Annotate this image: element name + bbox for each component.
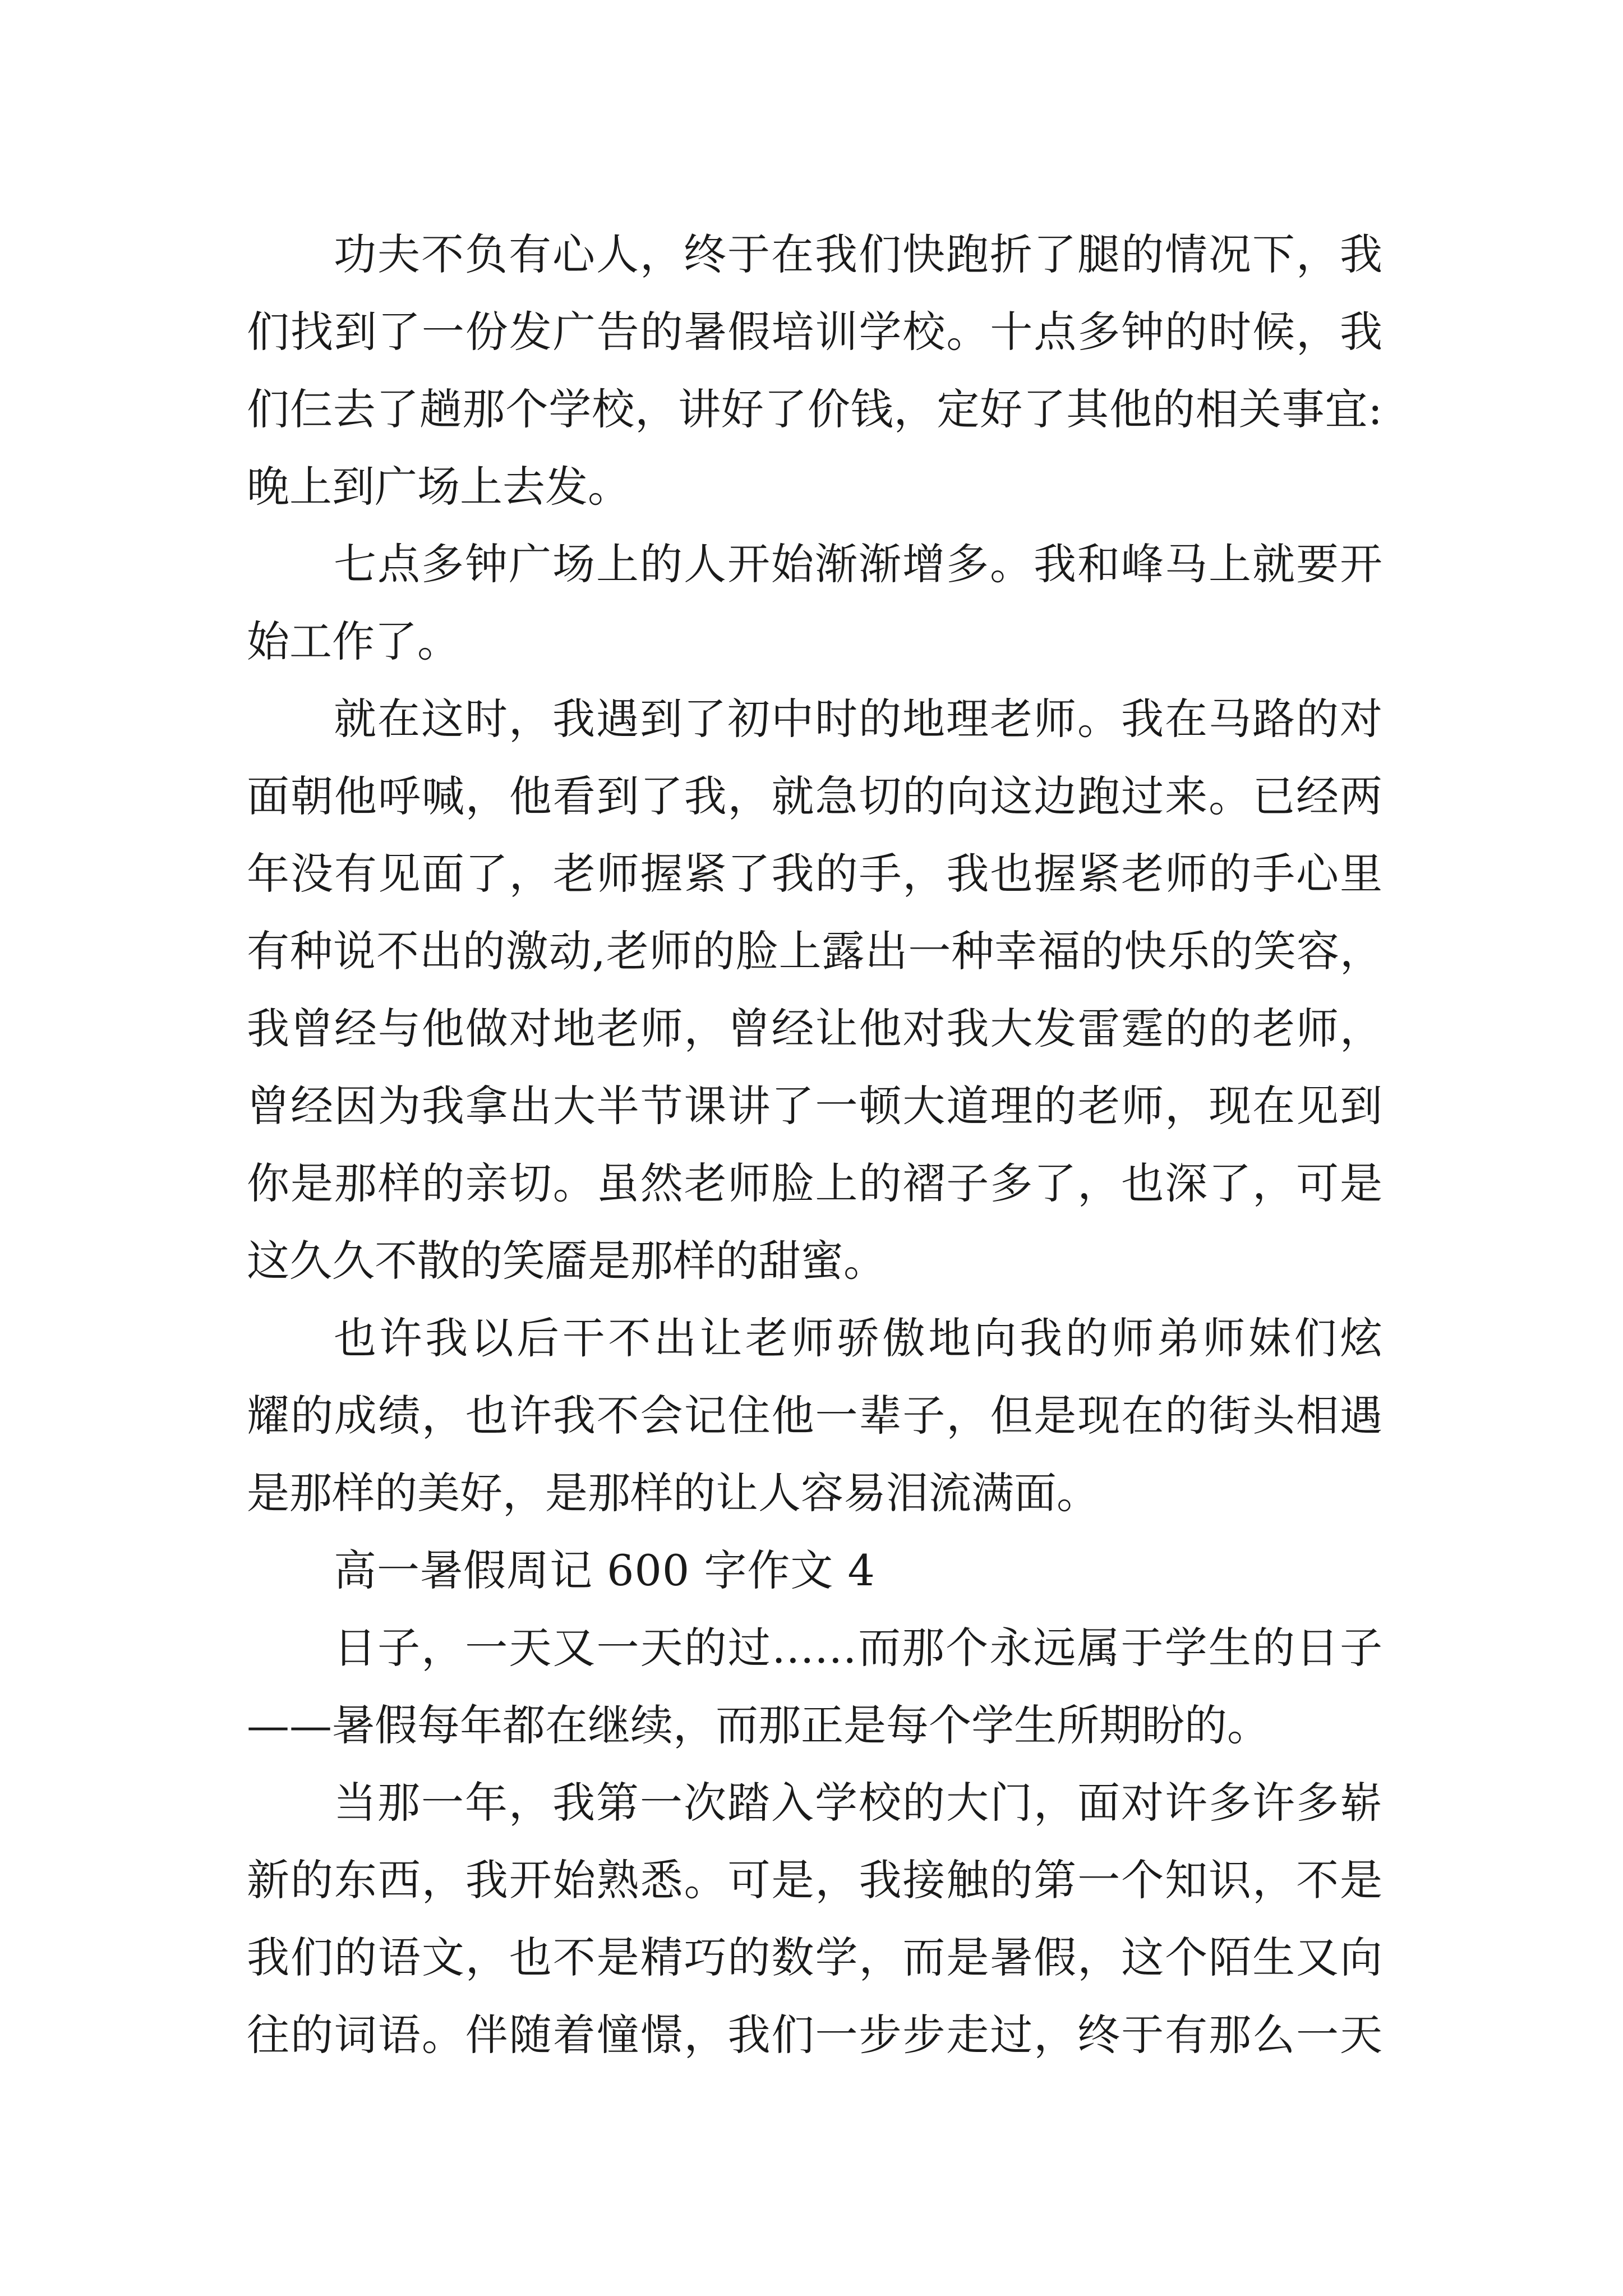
paragraph-5-line-2: ——暑假每年都在继续，而那正是每个学生所期盼的。: [247, 1700, 1270, 1750]
paragraph-4-line-2: 耀的成绩，也许我不会记住他一辈子，但是现在的街头相遇: [247, 1391, 1382, 1441]
paragraph-4-line-3: 是那样的美好，是那样的让人容易泪流满面。: [247, 1468, 1099, 1518]
paragraph-3-line-6: 曾经因为我拿出大半节课讲了一顿大道理的老师，现在见到: [247, 1081, 1382, 1131]
paragraph-6-line-2: 新的东西，我开始熟悉。可是，我接触的第一个知识，不是: [247, 1855, 1382, 1905]
paragraph-1-line-2: 们找到了一份发广告的暑假培训学校。十点多钟的时候，我: [247, 307, 1382, 357]
paragraph-1-line-1: 功夫不负有心人，终于在我们快跑折了腿的情况下，我: [334, 229, 1382, 279]
section-heading: 高一暑假周记 600 字作文 4: [334, 1545, 875, 1595]
paragraph-3-line-5: 我曾经与他做对地老师，曾经让他对我大发雷霆的的老师，: [247, 1004, 1382, 1053]
paragraph-6-line-3: 我们的语文，也不是精巧的数学，而是暑假，这个陌生又向: [247, 1932, 1382, 1982]
paragraph-3-line-8: 这久久不散的笑靥是那样的甜蜜。: [247, 1236, 886, 1286]
paragraph-4-line-1: 也许我以后干不出让老师骄傲地向我的师弟师妹们炫: [334, 1313, 1382, 1363]
paragraph-2-line-1: 七点多钟广场上的人开始渐渐增多。我和峰马上就要开: [334, 539, 1382, 589]
paragraph-6-line-4: 往的词语。伴随着憧憬，我们一步步走过，终于有那么一天: [247, 2010, 1382, 2060]
paragraph-3-line-3: 年没有见面了，老师握紧了我的手，我也握紧老师的手心里: [247, 849, 1382, 899]
paragraph-3-line-7: 你是那样的亲切。虽然老师脸上的褶子多了，也深了，可是: [247, 1158, 1382, 1208]
paragraph-2-line-2: 始工作了。: [247, 616, 460, 666]
document-body: [247, 216, 1382, 2074]
paragraph-3-line-2: 面朝他呼喊，他看到了我，就急切的向这边跑过来。已经两: [247, 771, 1382, 821]
paragraph-1-line-3: 们仨去了趟那个学校，讲好了价钱，定好了其他的相关事宜:: [247, 384, 1382, 434]
paragraph-5-line-1: 日子，一天又一天的过……而那个永远属于学生的日子: [334, 1623, 1382, 1673]
paragraph-1-line-4: 晚上到广场上去发。: [247, 462, 630, 512]
paragraph-6-line-1: 当那一年，我第一次踏入学校的大门，面对许多许多崭: [334, 1778, 1382, 1828]
paragraph-3-line-1: 就在这时，我遇到了初中时的地理老师。我在马路的对: [334, 694, 1382, 744]
paragraph-3-line-4: 有种说不出的激动,老师的脸上露出一种幸福的快乐的笑容，: [247, 926, 1382, 976]
